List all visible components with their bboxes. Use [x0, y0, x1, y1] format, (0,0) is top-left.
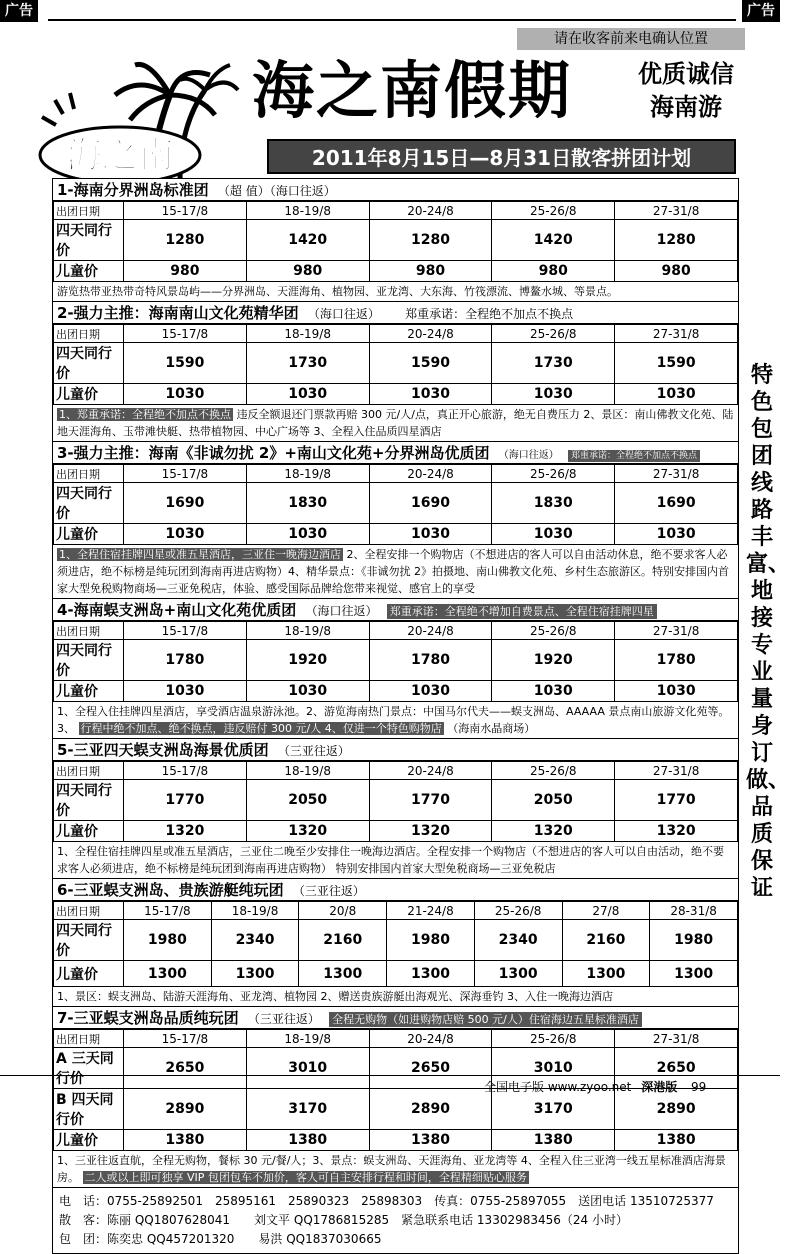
child-label: 儿童价	[54, 384, 124, 405]
route-desc	[53, 405, 738, 442]
price-cell: 1280	[369, 220, 492, 261]
price-cell: 2160	[562, 920, 650, 961]
date-cell: 18-19/8	[246, 1030, 369, 1048]
price-cell: 1300	[211, 961, 299, 987]
price-cell: 1300	[474, 961, 562, 987]
adult-label: 四天同行价	[54, 640, 124, 681]
route-desc-highlight: 二人或以上即可独享 VIP 包团包车不加价，客人可自主安排行程和时间，全程精细贴心服务	[84, 1171, 527, 1184]
date-cell: 27-31/8	[615, 762, 738, 780]
route-desc: 1、景区：蜈支洲岛、陆游天涯海角、亚龙湾、植物园 2、赠送贵族游艇出海观光、深海垂钓 3、入住一晚海边酒店	[53, 987, 738, 1007]
route-3	[53, 442, 738, 599]
date-cell: 27-31/8	[615, 465, 738, 483]
route-highlight: 郑重承诺：全程绝不加点不换点	[568, 450, 700, 462]
price-cell: 1320	[124, 821, 247, 842]
price-cell: 1420	[246, 220, 369, 261]
date-cell: 20-24/8	[369, 202, 492, 220]
price-cell: 1730	[246, 343, 369, 384]
price-cell: 2890	[369, 1089, 492, 1130]
route-title	[53, 599, 738, 621]
price-cell: 2160	[299, 920, 387, 961]
adult-label: 四天同行价	[54, 483, 124, 524]
route-5	[53, 739, 738, 879]
price-cell: 1590	[124, 343, 247, 384]
price-cell: 1030	[246, 384, 369, 405]
date-cell: 25-26/8	[474, 902, 562, 920]
price-cell: 1380	[369, 1130, 492, 1151]
date-cell: 27/8	[562, 902, 650, 920]
route-name: 4-海南蜈支洲岛+南山文化苑优质团	[57, 601, 297, 619]
route-name: 6-三亚蜈支洲岛、贵族游艇纯玩团	[57, 881, 284, 899]
price-cell: 2890	[124, 1089, 247, 1130]
price-cell: 1030	[124, 524, 247, 545]
date-cell: 15-17/8	[124, 1030, 247, 1048]
price-cell: 1280	[124, 220, 247, 261]
route-title	[53, 302, 738, 324]
dates-label: 出团日期	[54, 762, 124, 780]
route-2	[53, 302, 738, 442]
page-number: 99	[691, 1080, 707, 1094]
date-cell: 18-19/8	[246, 762, 369, 780]
date-cell: 18-19/8	[246, 202, 369, 220]
price-cell: 980	[246, 261, 369, 282]
ad-label-left: 广告	[0, 0, 38, 22]
price-cell: 1690	[124, 483, 247, 524]
price-table	[53, 761, 738, 842]
route-title	[53, 442, 738, 464]
date-cell: 15-17/8	[124, 762, 247, 780]
price-cell: 1300	[562, 961, 650, 987]
route-name: 3-强力主推：海南《非诚勿扰 2》+南山文化苑+分界洲岛优质团	[57, 444, 490, 462]
confirm-notice: 请在收客前来电确认位置	[517, 28, 745, 50]
route-name: 1-海南分界洲岛标准团	[57, 181, 209, 199]
route-desc-text: 1、三亚往返直航，全程无购物，餐标 30 元/餐/人；3、景点：蜈支洲岛、天涯海角、亚龙湾等 4、全程入住三亚湾一线五星标准酒店海景房。	[57, 1154, 726, 1184]
price-cell: 1030	[369, 524, 492, 545]
date-cell: 25-26/8	[492, 325, 615, 343]
route-highlight: 郑重承诺：全程绝不增加自费景点、全程住宿挂牌四星	[387, 604, 657, 619]
ad-label-right: 广告	[742, 0, 780, 22]
adult-label: 四天同行价	[54, 780, 124, 821]
date-cell: 25-26/8	[492, 202, 615, 220]
date-cell: 15-17/8	[124, 465, 247, 483]
side-slogan: 特色包团线路丰富、地接专业量身订做、品质保证	[746, 363, 790, 901]
dates-label: 出团日期	[54, 465, 124, 483]
route-highlight: 全程无购物（如进购物店赔 500 元/人）住宿海边五星标准酒店	[329, 1012, 642, 1027]
price-cell: 3170	[492, 1089, 615, 1130]
price-cell: 1030	[492, 524, 615, 545]
price-cell: 1380	[246, 1130, 369, 1151]
price-cell: 1300	[299, 961, 387, 987]
contact-individual: 散 客：陈丽 QQ1807628041 刘文平 QQ1786815285 紧急联系电话 13302983456（24 小时）	[59, 1213, 628, 1227]
price-cell: 1830	[246, 483, 369, 524]
adult-label: A 三天同行价	[54, 1048, 124, 1089]
date-cell: 21-24/8	[387, 902, 475, 920]
dates-label: 出团日期	[54, 622, 124, 640]
date-cell: 18-19/8	[246, 465, 369, 483]
footer	[484, 1078, 706, 1095]
date-cell: 20-24/8	[369, 465, 492, 483]
route-note: 郑重承诺：全程绝不加点不换点	[405, 307, 574, 321]
price-table	[53, 464, 738, 545]
price-cell: 1030	[124, 681, 247, 702]
route-desc-highlight: 行程中绝不加点、绝不换点，违反赔付 300 元/人 4、仅进一个特色购物店	[80, 722, 442, 735]
bottom-rule	[0, 1075, 780, 1076]
route-desc-text: 违反全额退还门票款再赔 300 元/人/点，真正开心旅游，绝无自费压力 2、景区：南山佛教文化苑、陆地天涯海角、玉带滩快艇、热带植物园、中心广场等 3、全程入住品质四星酒店	[57, 408, 734, 438]
route-desc-text: 1、全程入住挂牌四星酒店，享受酒店温泉游泳池。2、游览海南热门景点：中国马尔代夫——蜈支洲岛、AAAAA 景点南山旅游文化苑等。3、	[57, 705, 730, 735]
date-cell: 15-17/8	[124, 902, 212, 920]
price-table	[53, 324, 738, 405]
contact-info	[53, 1188, 738, 1253]
route-desc	[53, 545, 738, 599]
route-6	[53, 879, 738, 1007]
child-label: 儿童价	[54, 961, 124, 987]
date-cell: 18-19/8	[211, 902, 299, 920]
date-cell: 25-26/8	[492, 465, 615, 483]
logo-palm-icon	[30, 55, 240, 185]
price-cell: 1780	[124, 640, 247, 681]
price-cell: 1690	[615, 483, 738, 524]
price-cell: 1030	[615, 384, 738, 405]
price-cell: 1030	[369, 681, 492, 702]
date-cell: 18-19/8	[246, 622, 369, 640]
logo-text: 海之南	[65, 135, 175, 176]
price-cell: 1730	[492, 343, 615, 384]
route-desc-tail: （海南水晶商场）	[447, 722, 536, 735]
route-1	[53, 179, 738, 302]
price-cell: 1380	[492, 1130, 615, 1151]
route-desc: 1、全程住宿挂牌四星或准五星酒店，三亚住二晚至少安排住一晚海边酒店。全程安排一个购物店（不想进店的客人可以自由活动，绝不要求客人必须进店，绝不标榜是纯玩团到海南再进店购物） 特别安排国内首家大型免税商场—三亚免税店	[53, 842, 738, 879]
date-cell: 25-26/8	[492, 622, 615, 640]
price-cell: 2650	[124, 1048, 247, 1089]
price-cell: 1320	[615, 821, 738, 842]
price-cell: 1830	[492, 483, 615, 524]
price-cell: 1300	[387, 961, 475, 987]
slogan-line-1: 优质诚信	[638, 60, 734, 88]
price-cell: 1030	[492, 384, 615, 405]
price-cell: 1770	[615, 780, 738, 821]
price-table	[53, 201, 738, 282]
dates-label: 出团日期	[54, 202, 124, 220]
route-desc-highlight: 1、全程住宿挂牌四星或准五星酒店，三亚住一晚海边酒店	[59, 548, 341, 561]
price-cell: 2340	[474, 920, 562, 961]
footer-brand: 深港版	[641, 1080, 678, 1094]
date-cell: 27-31/8	[615, 622, 738, 640]
price-cell: 2050	[246, 780, 369, 821]
route-7	[53, 1007, 738, 1188]
brand-title: 海之南假期	[252, 54, 573, 127]
top-rule	[48, 19, 736, 21]
route-desc-text: 2、全程安排一个购物店（不想进店的客人可以自由活动休息，绝不要求客人必须进店，绝不标榜是纯玩团到海南再进店购物）4、精华景点：《非诚勿扰 2》拍摄地、南山佛教文化苑、乡村生态旅游区。特别安排国内首家大型免税购物商场—三亚免税店，体验、感受国际品牌给您带来视觉、感官上的享受	[57, 548, 729, 595]
date-cell: 20-24/8	[369, 1030, 492, 1048]
child-label: 儿童价	[54, 261, 124, 282]
child-label: 儿童价	[54, 1130, 124, 1151]
date-cell: 20-24/8	[369, 622, 492, 640]
price-cell: 1980	[124, 920, 212, 961]
price-cell: 1030	[615, 681, 738, 702]
date-cell: 15-17/8	[124, 202, 247, 220]
route-desc	[53, 1151, 738, 1188]
date-cell: 25-26/8	[492, 762, 615, 780]
adult2-label: B 四天同行价	[54, 1089, 124, 1130]
price-cell: 1780	[615, 640, 738, 681]
route-title	[53, 879, 738, 901]
price-cell: 1320	[492, 821, 615, 842]
child-label: 儿童价	[54, 681, 124, 702]
price-cell: 1980	[650, 920, 738, 961]
price-cell: 3010	[246, 1048, 369, 1089]
price-cell: 1300	[124, 961, 212, 987]
price-cell: 1690	[369, 483, 492, 524]
price-cell: 2050	[492, 780, 615, 821]
price-cell: 1770	[369, 780, 492, 821]
date-cell: 18-19/8	[246, 325, 369, 343]
price-cell: 1920	[492, 640, 615, 681]
route-4	[53, 599, 738, 739]
adult-label: 四天同行价	[54, 920, 124, 961]
price-cell: 1590	[615, 343, 738, 384]
child-label: 儿童价	[54, 821, 124, 842]
price-cell: 1030	[124, 384, 247, 405]
price-cell: 1320	[369, 821, 492, 842]
date-cell: 20-24/8	[369, 762, 492, 780]
price-cell: 1030	[615, 524, 738, 545]
date-cell: 27-31/8	[615, 325, 738, 343]
route-desc-highlight: 1、郑重承诺：全程绝不加点不换点	[59, 408, 231, 421]
price-table	[53, 901, 738, 987]
date-cell: 20-24/8	[369, 325, 492, 343]
date-cell: 15-17/8	[124, 622, 247, 640]
child-label: 儿童价	[54, 524, 124, 545]
plan-banner: 2011年8月15日—8月31日散客拼团计划	[267, 139, 736, 174]
price-cell: 1770	[124, 780, 247, 821]
price-cell: 1030	[246, 681, 369, 702]
date-cell: 25-26/8	[492, 1030, 615, 1048]
price-cell: 1030	[246, 524, 369, 545]
route-name: 7-三亚蜈支洲岛品质纯玩团	[57, 1009, 239, 1027]
date-cell: 27-31/8	[615, 202, 738, 220]
route-sub: （三亚往返）	[247, 1012, 320, 1026]
price-cell: 1030	[492, 681, 615, 702]
price-cell: 1380	[124, 1130, 247, 1151]
dates-label: 出团日期	[54, 1030, 124, 1048]
price-cell: 3010	[492, 1048, 615, 1089]
route-sub: （海口往返）	[307, 307, 380, 321]
route-sub: （三亚往返）	[292, 884, 365, 898]
price-cell: 1300	[650, 961, 738, 987]
price-cell: 1380	[615, 1130, 738, 1151]
price-cell: 1590	[369, 343, 492, 384]
route-sub: （海口往返）	[498, 450, 559, 461]
date-cell: 27-31/8	[615, 1030, 738, 1048]
adult-label: 四天同行价	[54, 343, 124, 384]
price-table	[53, 621, 738, 702]
contact-group: 包 团：陈奕忠 QQ457201320 易洪 QQ1837030665	[59, 1232, 382, 1246]
price-cell: 2650	[615, 1048, 738, 1089]
route-name: 2-强力主推：海南南山文化苑精华团	[57, 304, 299, 322]
price-cell: 980	[615, 261, 738, 282]
route-desc	[53, 702, 738, 739]
price-cell: 980	[124, 261, 247, 282]
route-sub: （三亚往返）	[277, 744, 350, 758]
price-cell: 2340	[211, 920, 299, 961]
route-title	[53, 179, 738, 201]
dates-label: 出团日期	[54, 325, 124, 343]
date-cell: 20/8	[299, 902, 387, 920]
slogan	[622, 58, 750, 124]
route-title	[53, 739, 738, 761]
route-name: 5-三亚四天蜈支洲岛海景优质团	[57, 741, 269, 759]
price-cell: 3170	[246, 1089, 369, 1130]
slogan-line-2: 海南游	[650, 93, 722, 121]
price-cell: 1320	[246, 821, 369, 842]
adult-label: 四天同行价	[54, 220, 124, 261]
price-cell: 2650	[369, 1048, 492, 1089]
price-cell: 1030	[369, 384, 492, 405]
route-sub: （超 值）（海口往返）	[217, 184, 336, 198]
route-sub: （海口往返）	[305, 604, 378, 618]
price-cell: 1920	[246, 640, 369, 681]
price-cell: 980	[492, 261, 615, 282]
date-cell: 15-17/8	[124, 325, 247, 343]
price-cell: 1980	[387, 920, 475, 961]
footer-site: 全国电子版 www.zyoo.net	[484, 1080, 632, 1094]
price-cell: 1420	[492, 220, 615, 261]
date-cell: 28-31/8	[650, 902, 738, 920]
price-cell: 2890	[615, 1089, 738, 1130]
price-cell: 1780	[369, 640, 492, 681]
dates-label: 出团日期	[54, 902, 124, 920]
contact-phone: 电 话：0755-25892501 25895161 25890323 25898303 传真：0755-25897055 送团电话 13510725377	[59, 1194, 714, 1208]
price-cell: 980	[369, 261, 492, 282]
route-desc: 游览热带亚热带奇特风景岛屿——分界洲岛、天涯海角、植物园、亚龙湾、大东海、竹筏漂流、博鳌水城、等景点。	[53, 282, 738, 302]
route-title	[53, 1007, 738, 1029]
price-cell: 1280	[615, 220, 738, 261]
